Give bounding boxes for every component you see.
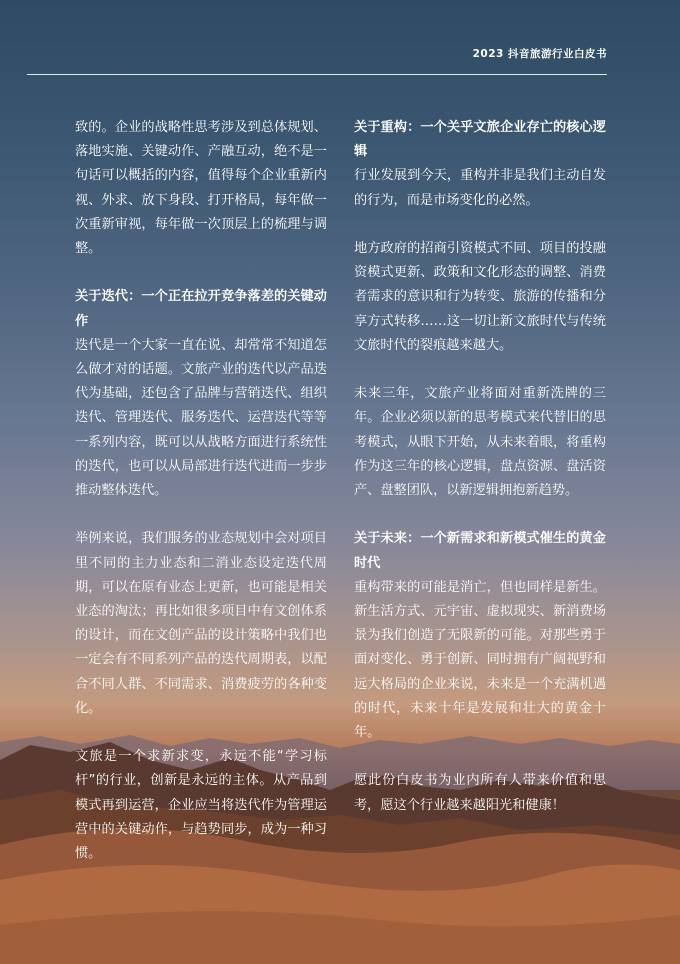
restructure-paragraph-3: 未来三年，文旅产业将面对重新洗牌的三年。企业必须以新的思考模式来代替旧的思考模式，从眼下开始，从未来着眼，将重构作为这三年的核心逻辑，盘点资源、盘活资产、盘整团队，以新逻辑拥抱新趋势。 bbox=[354, 386, 606, 499]
innovation-paragraph: 文旅是一个求新求变，永远不能“学习标杆”的行业，创新是永远的主体。从产品到模式再到运营，企业应当将迭代作为管理运营中的关键动作，与趋势同步，成为一种习惯。 bbox=[75, 749, 327, 862]
restructure-paragraph-2: 地方政府的招商引资模式不同、项目的投融资模式更新、政策和文化形态的调整、消费者需求的意识和行为转变、旅游的传播和分享方式转移……这一切让新文旅时代与传统文旅时代的裂痕越来越大。 bbox=[354, 241, 606, 353]
restructure-heading: 关于重构：一个关乎文旅企业存亡的核心逻辑 bbox=[354, 120, 606, 160]
closing-paragraph: 愿此份白皮书为业内所有人带来价值和思考，愿这个行业越来越阳光和健康！ bbox=[354, 773, 606, 813]
header-divider bbox=[27, 74, 607, 75]
future-heading: 关于未来：一个新需求和新模式催生的黄金时代 bbox=[354, 531, 606, 571]
example-paragraph: 举例来说，我们服务的业态规划中会对项目里不同的主力业态和二消业态设定迭代周期，可以在原有业态上更新，也可能是相关业态的淘汰；再比如很多项目中有文创体系的设计，而在文创产品的设计策略中我们也一定会有不同系列产品的迭代周期表，以配合不同人群、不同需求、消费疲劳的各种变化。 bbox=[75, 531, 327, 716]
left-paragraph-1: 致的。企业的战略性思考涉及到总体规划、落地实施、关键动作、产融互动，绝不是一句话可以概括的内容，值得每个企业重新内视、外求、放下身段、打开格局，每年做一次重新审视，每年做一次顶层上的梳理与调整。 bbox=[75, 120, 327, 257]
page-header-title: 2023 抖音旅游行业白皮书 bbox=[472, 48, 607, 60]
right-column bbox=[354, 116, 606, 818]
iteration-heading: 关于迭代：一个正在拉开竞争落差的关键动作 bbox=[75, 289, 327, 329]
left-column bbox=[75, 116, 327, 866]
restructure-paragraph-1: 行业发展到今天，重构并非是我们主动自发的行为，而是市场变化的必然。 bbox=[354, 168, 606, 208]
iteration-paragraph: 迭代是一个大家一直在说、却常常不知道怎么做才对的话题。文旅产业的迭代以产品迭代为基础，还包含了品牌与营销迭代、组织迭代、管理迭代、服务迭代、运营迭代等等一系列内容，既可以从战略方面进行系统性的迭代，也可以从局部进行迭代进而一步步推动整体迭代。 bbox=[75, 337, 327, 499]
future-paragraph: 重构带来的可能是消亡，但也同样是新生。新生活方式、元宇宙、虚拟现实、新消费场景为我们创造了无限新的可能。对那些勇于面对变化、勇于创新、同时拥有广阔视野和远大格局的企业来说，未来是一个充满机遇的时代，未来十年是发展和壮大的黄金十年。 bbox=[354, 579, 606, 741]
